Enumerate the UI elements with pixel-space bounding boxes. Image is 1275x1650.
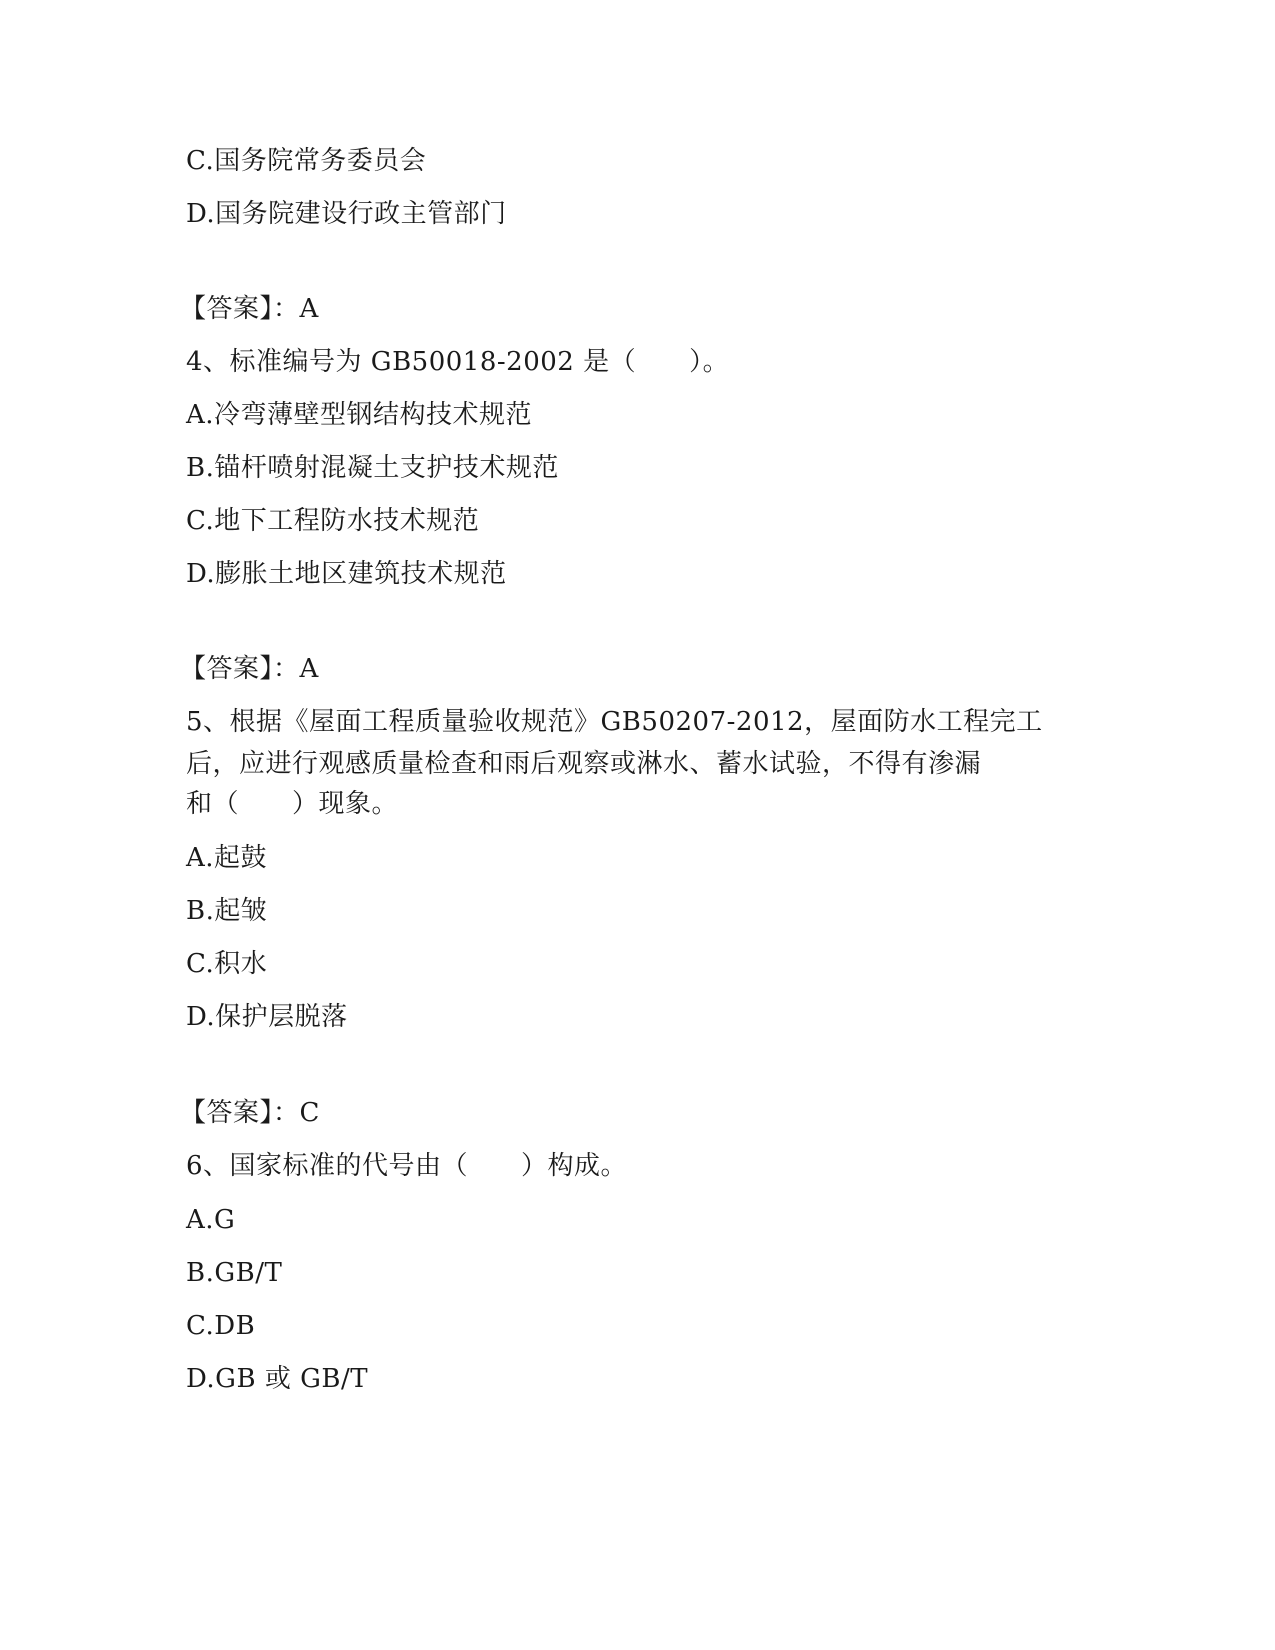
q4-option-a: A.冷弯薄壁型钢结构技术规范 — [186, 400, 533, 430]
q5-option-a: A.起鼓 — [186, 843, 268, 873]
q4-answer: 【答案】：A — [180, 654, 319, 684]
prev-answer: 【答案】：A — [180, 294, 319, 324]
prev-option-d: D.国务院建设行政主管部门 — [186, 199, 507, 229]
q5-option-b: B.起皱 — [186, 896, 268, 926]
q5-answer: 【答案】：C — [180, 1098, 320, 1128]
q5-stem-line-3: 和（ ）现象。 — [186, 789, 399, 819]
q4-option-d: D.膨胀土地区建筑技术规范 — [186, 559, 507, 589]
q6-stem: 6、国家标准的代号由（ ）构成。 — [186, 1151, 628, 1181]
q4-stem: 4、标准编号为 GB50018-2002 是（ ）。 — [186, 347, 730, 377]
q4-option-b: B.锚杆喷射混凝土支护技术规范 — [186, 453, 559, 483]
q6-option-c: C.DB — [186, 1311, 256, 1341]
q5-stem-line-1: 5、根据《屋面工程质量验收规范》GB50207-2012，屋面防水工程完工 — [186, 707, 1043, 737]
q5-stem-line-2: 后，应进行观感质量检查和雨后观察或淋水、蓄水试验，不得有渗漏 — [186, 749, 982, 779]
prev-option-c: C.国务院常务委员会 — [186, 146, 427, 176]
q4-option-c: C.地下工程防水技术规范 — [186, 506, 480, 536]
q5-option-d: D.保护层脱落 — [186, 1002, 348, 1032]
q6-option-b: B.GB/T — [186, 1258, 283, 1288]
q5-option-c: C.积水 — [186, 949, 268, 979]
q6-option-d: D.GB 或 GB/T — [186, 1364, 369, 1394]
q6-option-a: A.G — [186, 1205, 236, 1235]
